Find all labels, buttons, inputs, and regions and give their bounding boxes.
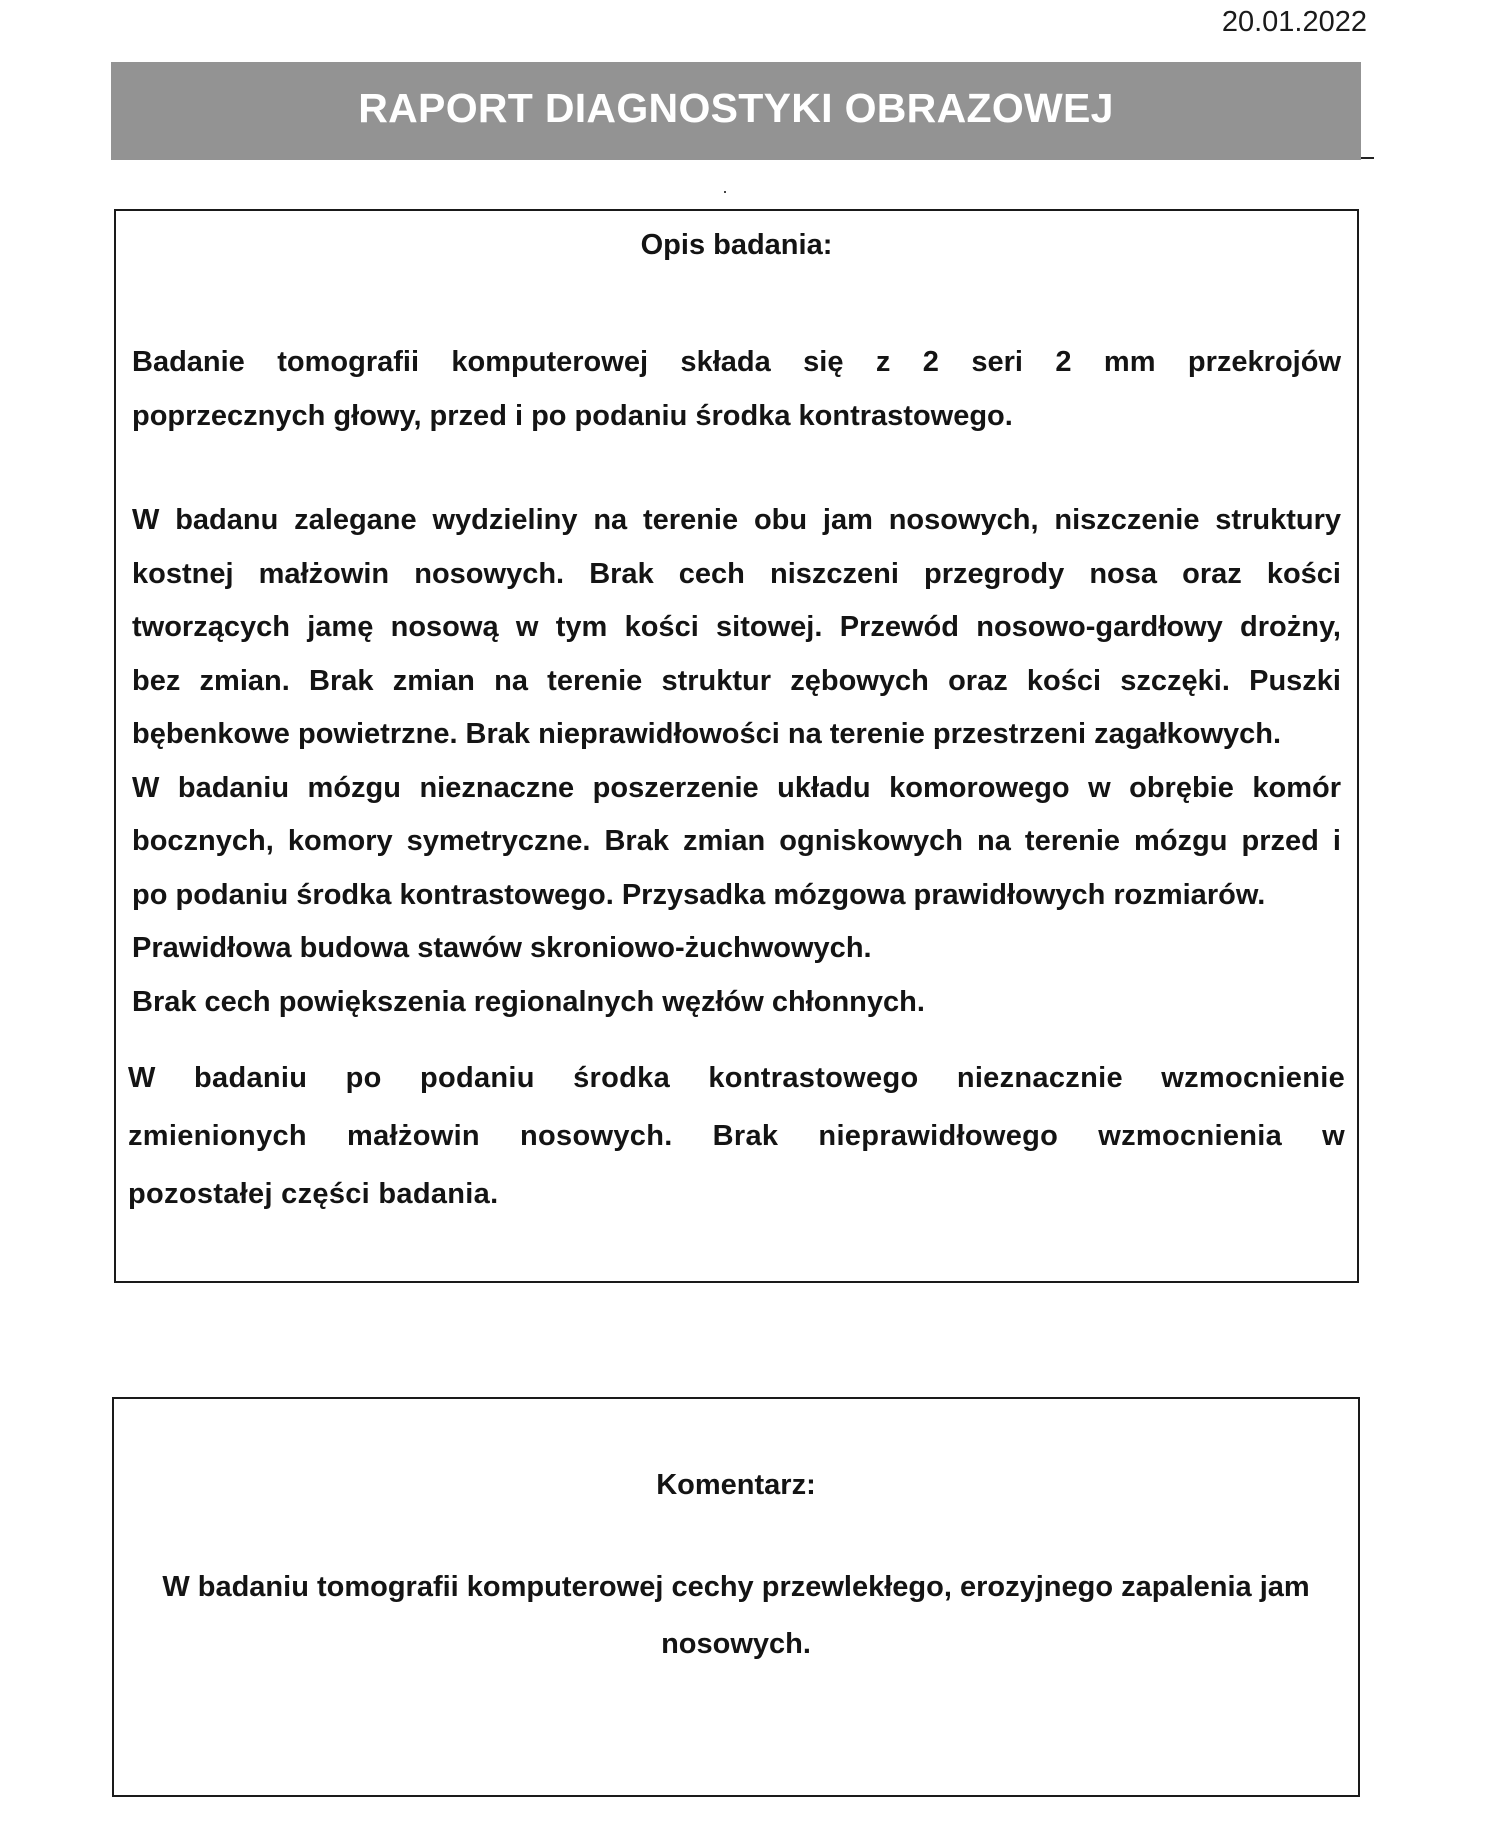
comment-text (124, 1559, 1348, 1673)
paragraph-line: po podaniu środka kontrastowego. Przysadka mózgowa prawidłowych rozmiarów. (132, 878, 1266, 911)
description-paragraph-1 (132, 336, 1341, 443)
comment-heading: Komentarz: (656, 1469, 816, 1501)
paragraph-line: bez zmian. Brak zmian na terenie struktur zębowych oraz kości szczęki. Puszki (132, 664, 1341, 697)
title-bar (111, 62, 1361, 160)
comment-line: nosowych. (661, 1628, 811, 1660)
paragraph-line: Badanie tomografii komputerowej składa się z 2 seri 2 mm przekrojów (132, 346, 1341, 378)
paragraph-line: bębenkowe powietrzne. Brak nieprawidłowości na terenie przestrzeni zagałkowych. (132, 718, 1282, 750)
paragraph-line: bocznych, komory symetryczne. Brak zmian ogniskowych na terenie mózgu przed i (132, 825, 1341, 857)
paragraph-line: poprzecznych głowy, przed i po podaniu środka kontrastowego. (132, 399, 1013, 432)
description-heading: Opis badania: (640, 229, 833, 261)
divider-mark (1361, 157, 1374, 159)
report-date: 20.01.2022 (1221, 6, 1367, 38)
paragraph-line: Prawidłowa budowa stawów skroniowo-żuchwowych. (132, 932, 872, 964)
description-paragraph-3 (128, 1049, 1345, 1223)
paragraph-line: pozostałej części badania. (128, 1178, 499, 1210)
paragraph-line: W badanu zalegane wydzieliny na terenie obu jam nosowych, niszczenie struktury (132, 504, 1341, 536)
comment-box (112, 1397, 1360, 1797)
stray-dot (724, 191, 726, 193)
paragraph-line: zmienionych małżowin nosowych. Brak nieprawidłowego wzmocnienia w (128, 1120, 1345, 1152)
paragraph-line: Brak cech powiększenia regionalnych węzłów chłonnych. (132, 985, 925, 1018)
description-box (114, 209, 1359, 1283)
comment-line: W badaniu tomografii komputerowej cechy przewlekłego, erozyjnego zapalenia jam (162, 1571, 1310, 1603)
paragraph-line: tworzących jamę nosową w tym kości sitowej. Przewód nosowo-gardłowy drożny, (132, 611, 1341, 643)
paragraph-line: W badaniu mózgu nieznaczne poszerzenie układu komorowego w obrębie komór (132, 771, 1341, 804)
paragraph-line: W badaniu po podaniu środka kontrastowego nieznacznie wzmocnienie (128, 1062, 1345, 1094)
description-paragraph-2 (132, 494, 1341, 1029)
report-title: RAPORT DIAGNOSTYKI OBRAZOWEJ (358, 84, 1114, 131)
paragraph-line: kostnej małżowin nosowych. Brak cech niszczeni przegrody nosa oraz kości (132, 557, 1341, 590)
